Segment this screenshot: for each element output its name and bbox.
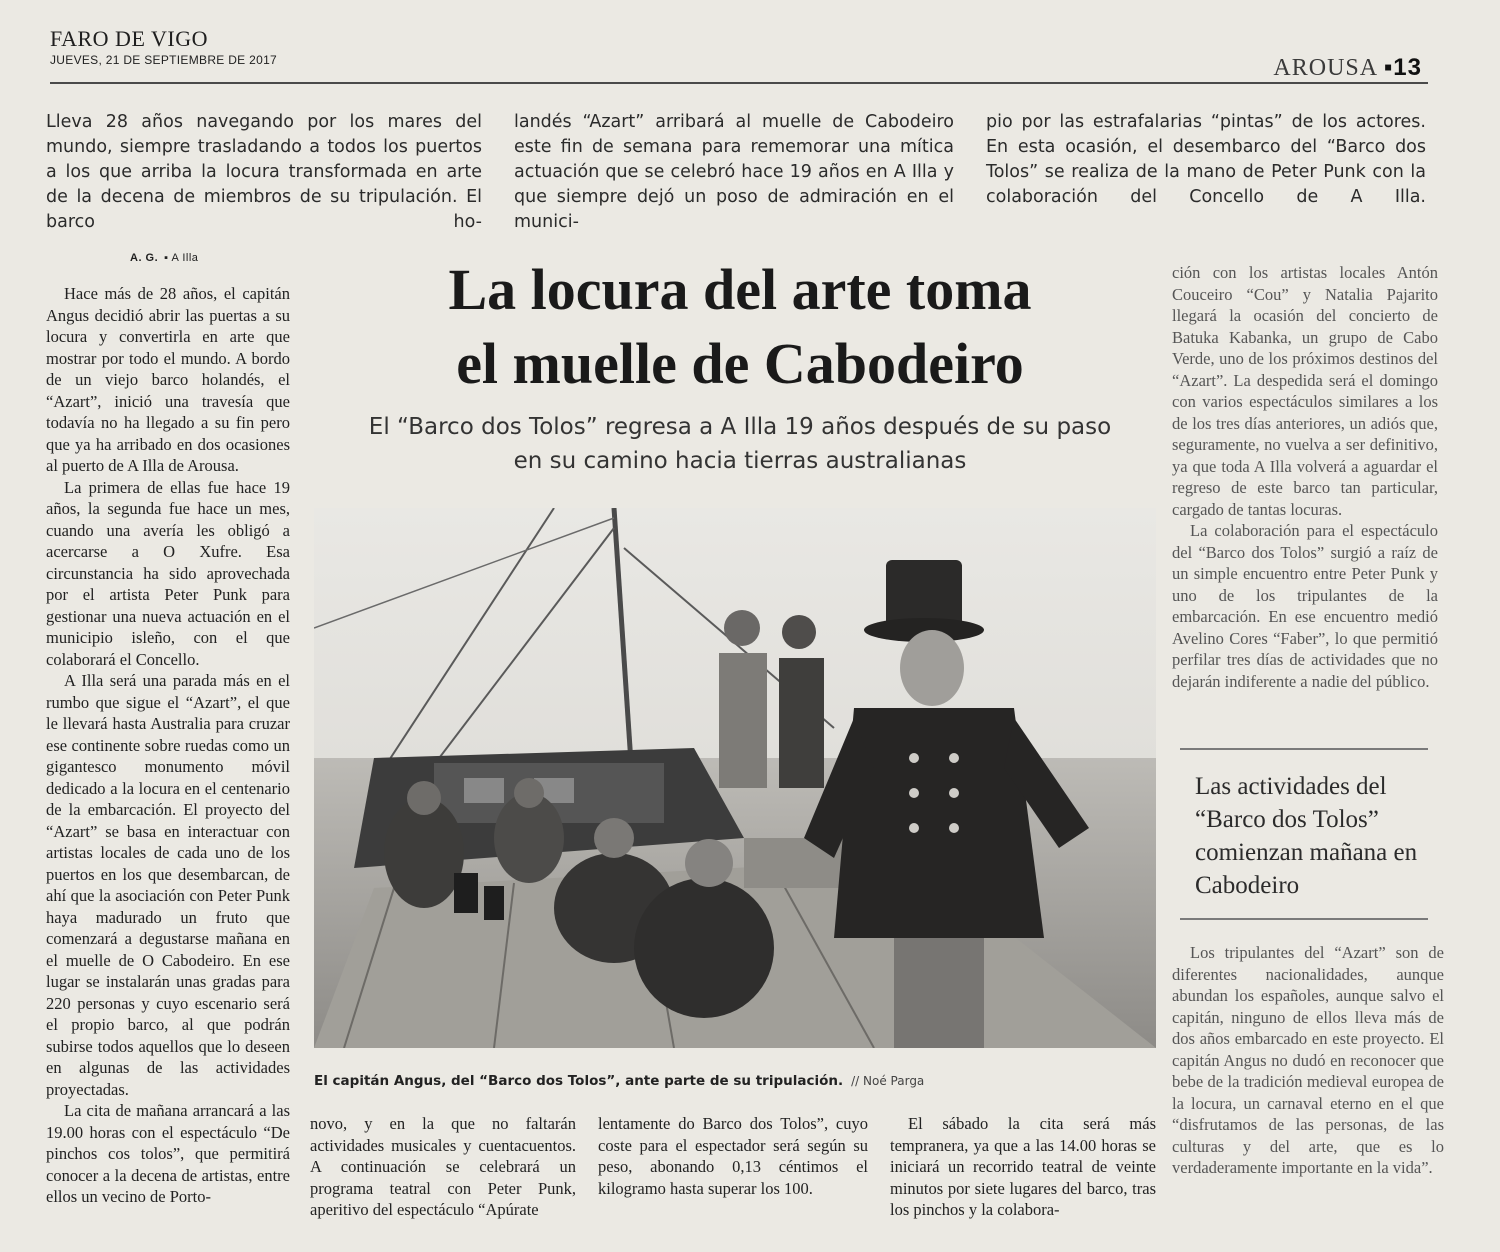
headline-line-1: La locura del arte toma <box>448 257 1032 322</box>
paragraph: Hace más de 28 años, el capitán Angus decidió abrir las puertas a su locura y convertirla en arte que mostrar por todo el mundo. A bordo de un viejo barco holandés, el “Azart”, inició una travesía que todavía no ha llegado a su fin pero que ya ha arribado en dos ocasiones al puerto de A Illa de Arousa. <box>46 284 290 475</box>
section-name: AROUSA <box>1273 55 1377 81</box>
byline-separator: ▪ <box>164 252 172 264</box>
sidebar-paragraph: Los tripulantes del “Azart” son de diferentes nacionalidades, aunque abundan los españoles, aunque salvo el capitán, ninguno de ellos lleva más de dos años embarcado en este proyecto. El capitán Angus no dudó en reconocer que bebe de la tradición medieval europea de la locura, un carnaval eterno en el que “disfrutamos de las personas, de las culturas y del arte, que es lo verdaderamente importante en la vida”. <box>1172 943 1444 1177</box>
sidebar-title: Las actividades del “Barco dos Tolos” comienzan mañana en Cabodeiro <box>1195 773 1418 899</box>
headline-line-2: el muelle de Cabodeiro <box>456 331 1024 396</box>
body-column-bottom-1 <box>310 1113 576 1221</box>
paragraph: lentamente do Barco dos Tolos”, cuyo coste para el espectador será según su peso, abonando 0,13 céntimos el kilogramo hasta superar los 100. <box>598 1114 868 1198</box>
paragraph: novo, y en la que no faltarán actividades musicales y cuentacuentos. A continuación se celebrará un programa teatral con Peter Punk, aperitivo del espectáculo “Apúrate <box>310 1114 576 1219</box>
byline-place: A Illa <box>171 252 199 264</box>
body-column-right <box>1172 262 1438 692</box>
masthead-rule <box>50 82 1428 84</box>
sidebar-text-column <box>1172 942 1444 1179</box>
photo-credit: // Noé Parga <box>851 1074 925 1088</box>
deck-line-1: El “Barco dos Tolos” regresa a A Illa 19 años después de su paso <box>368 414 1112 440</box>
deck-line-2: en su camino hacia tierras australianas <box>513 448 967 474</box>
paragraph: El sábado la cita será más tempranera, ya que a las 14.00 horas se iniciará un recorrido teatral de veinte minutos por siete lugares del barco, tras los pinchos y la colabora- <box>890 1114 1156 1219</box>
body-column-bottom-2 <box>598 1113 868 1199</box>
page-number: 13 <box>1393 54 1422 81</box>
paragraph: A Illa será una parada más en el rumbo que sigue el “Azart”, el que le llevará hasta Australia para cruzar ese continente sobre ruedas como un gigantesco monumento móvil dedicado a la locura en el centenario de la embarcación. El proyecto del “Azart” se basa en interactuar con artistas locales de cada uno de los puertos en los que desembarcan, de ahí que la asociación con Peter Punk haya madurado un fruto que comenzará a degustarse mañana en el muelle de O Cabodeiro. En ese lugar se instalarán unas gradas para 220 personas y cuyo escenario será el propio barco, al que podrán subirse todos aquellos que lo deseen en algunas de las actividades proyectadas. <box>46 671 290 1099</box>
photo-caption <box>314 1073 924 1089</box>
lede-text: landés “Azart” arribará al muelle de Cabodeiro este fin de semana para rememorar una mítica actuación que se celebró hace 19 años en A Illa y que siempre dejó un poso de admiración en el munici- <box>514 112 954 232</box>
paragraph: La colaboración para el espectáculo del “Barco dos Tolos” surgió a raíz de un simple encuentro entre Peter Punk y uno de los tripulantes de la embarcación. En ese encuentro medió Avelino Cores “Faber”, lo que permitió perfilar tres días de actividades que no dejarán indiferente a nadie del público. <box>1172 521 1438 691</box>
paragraph: La primera de ellas fue hace 19 años, la segunda fue hace un mes, cuando una avería les obligó a acercarse a O Xufre. Esa circunstancia ha sido aprovechada por el artista Peter Punk para gestionar una nueva actuación en el municipio isleño, con el que colaborará el Concello. <box>46 477 290 669</box>
lede-text: Lleva 28 años navegando por los mares del mundo, siempre trasladando a todos los puertos a los que arriba la locura transformada en arte de la decena de miembros de su tripulación. El barco ho- <box>46 112 482 232</box>
paragraph: ción con los artistas locales Antón Couceiro “Cou” y Natalia Pajarito llegará la ocasión del concierto de Batuka Kabanka, un grupo de Cabo Verde, uno de los próximos destinos del “Azart”. La despedida será el domingo con varios espectáculos similares a los de los tres días anteriores, un adiós que, seguramente, no vuelva a ser definitivo, ya que toda A Illa volverá a aguardar el regreso de este barco tan particular, cargado de tantas locuras. <box>1172 263 1438 519</box>
crew-photo <box>314 508 1156 1048</box>
paragraph: La cita de mañana arrancará a las 19.00 horas con el espectáculo “De pinchos cos tolos”, que permitirá conocer a la decena de artistas, entre ellos un vecino de Porto- <box>46 1101 290 1206</box>
issue-date: JUEVES, 21 DE SEPTIEMBRE DE 2017 <box>50 53 278 67</box>
masthead <box>50 26 277 67</box>
lede-col-2 <box>514 110 954 235</box>
lede-col-3 <box>986 110 1426 210</box>
page-separator: ▪ <box>1383 54 1394 81</box>
sidebar-rule-top <box>1180 748 1428 750</box>
byline <box>130 252 198 264</box>
lede-col-1 <box>46 110 482 235</box>
caption-text: El capitán Angus, del “Barco dos Tolos”, ante parte de su tripulación. <box>314 1073 844 1089</box>
section-label <box>1273 54 1422 82</box>
sidebar-rule-bottom <box>1180 918 1428 920</box>
body-column-bottom-3 <box>890 1113 1156 1221</box>
newspaper-name: FARO DE VIGO <box>50 26 208 51</box>
lede-text: pio por las estrafalarias “pintas” de los actores. En esta ocasión, el desembarco del “Barco dos Tolos” se realiza de la mano de Peter Punk con la colaboración del Concello de A Illa. <box>986 112 1426 207</box>
byline-author: A. G. <box>130 252 159 264</box>
crew-photo-illustration <box>314 508 1156 1048</box>
body-column-left <box>46 283 290 1208</box>
